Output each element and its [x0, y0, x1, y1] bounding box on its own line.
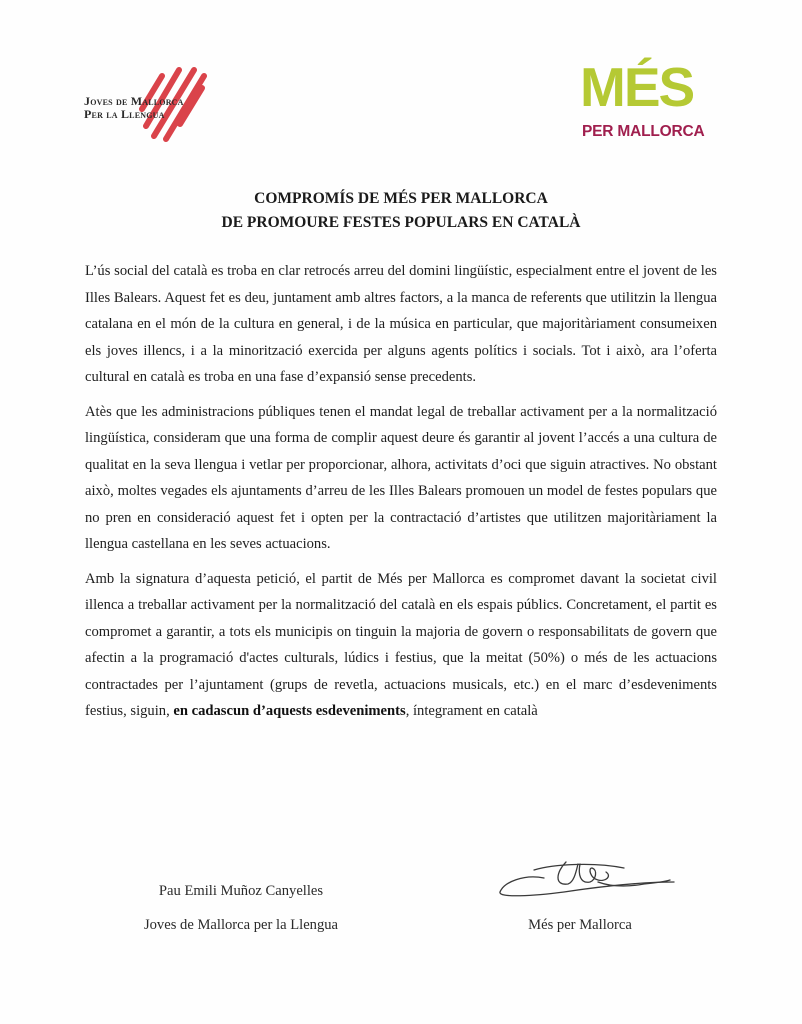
logo-wordmark: MÉS — [580, 56, 694, 118]
document-title-line-2: DE PROMOURE FESTES POPULARS EN CATALÀ — [221, 214, 581, 231]
signatory-organization-right: Més per Mallorca — [528, 917, 632, 933]
paragraph-3 — [85, 566, 717, 725]
paragraph-3-emphasis: en cadascun d’aquests esdeveniments — [173, 703, 406, 719]
signatory-organization-left: Joves de Mallorca per la Llengua — [143, 917, 339, 933]
paragraph-3-text: Amb la signatura d’aquesta petició, el partit de Més per Mallorca es compromet davant la societat civil illenca a treballar activament per la normalització del català en els espais públics. Concretament, el partit es compromet a garantir, a tots els municipis on tinguin la majoria de govern o responsabilitats de govern que afectin a la programació d'actes culturals, lúdics i festius, que la meitat (50%) o més de les actuacions contractades per l’ajuntament (grups de revetla, actuacions musicals, etc.) en el marc d’esdeveniments festius, siguin, — [85, 570, 717, 719]
mes-per-mallorca-logo — [580, 56, 710, 146]
paragraph-1: L’ús social del català es troba en clar retrocés arreu del domini lingüístic, especialment entre el jovent de les Illes Balears. Aquest fet es deu, juntament amb altres factors, a la manca de referents que utilitzin la llengua catalana en el món de la cultura en general, i de la música en particular, que majoritàriament consumeixen els joves illencs, i a la minorització exercida per alguns agents polítics i socials. Tot i això, ara l’oferta cultural en català es troba en una fase d’expansió sense precedents. — [85, 263, 717, 385]
logo-line-1: Joves de Mallorca — [84, 94, 184, 108]
logo-line-2: Per la Llengua — [84, 107, 165, 121]
signatory-name: Pau Emili Muñoz Canyelles — [158, 883, 324, 899]
paragraph-2: Atès que les administracions públiques tenen el mandat legal de treballar activament per a la normalització lingüística, consideram que una forma de complir aquest deure és garantir al jovent l’accés a una cultura de qualitat en la seva llengua i vetlar per proporcionar, alhora, activitats d’oci que siguin atractives. No obstant això, moltes vegades els ajuntaments d’arreu de les Illes Balears promouen un model de festes populars que no pren en consideració aquest fet i opten per la contractació d’artistes que utilitzen majoritàriament la llengua castellana en les seves actuacions. — [85, 403, 717, 552]
joves-de-mallorca-logo — [84, 64, 224, 144]
document-title-line-1: COMPROMÍS DE MÉS PER MALLORCA — [254, 190, 548, 207]
paragraph-3-ending: , íntegrament en català — [405, 703, 538, 719]
document-body — [85, 258, 717, 733]
logo-subline: PER MALLORCA — [582, 123, 705, 140]
handwritten-signature — [494, 852, 684, 902]
